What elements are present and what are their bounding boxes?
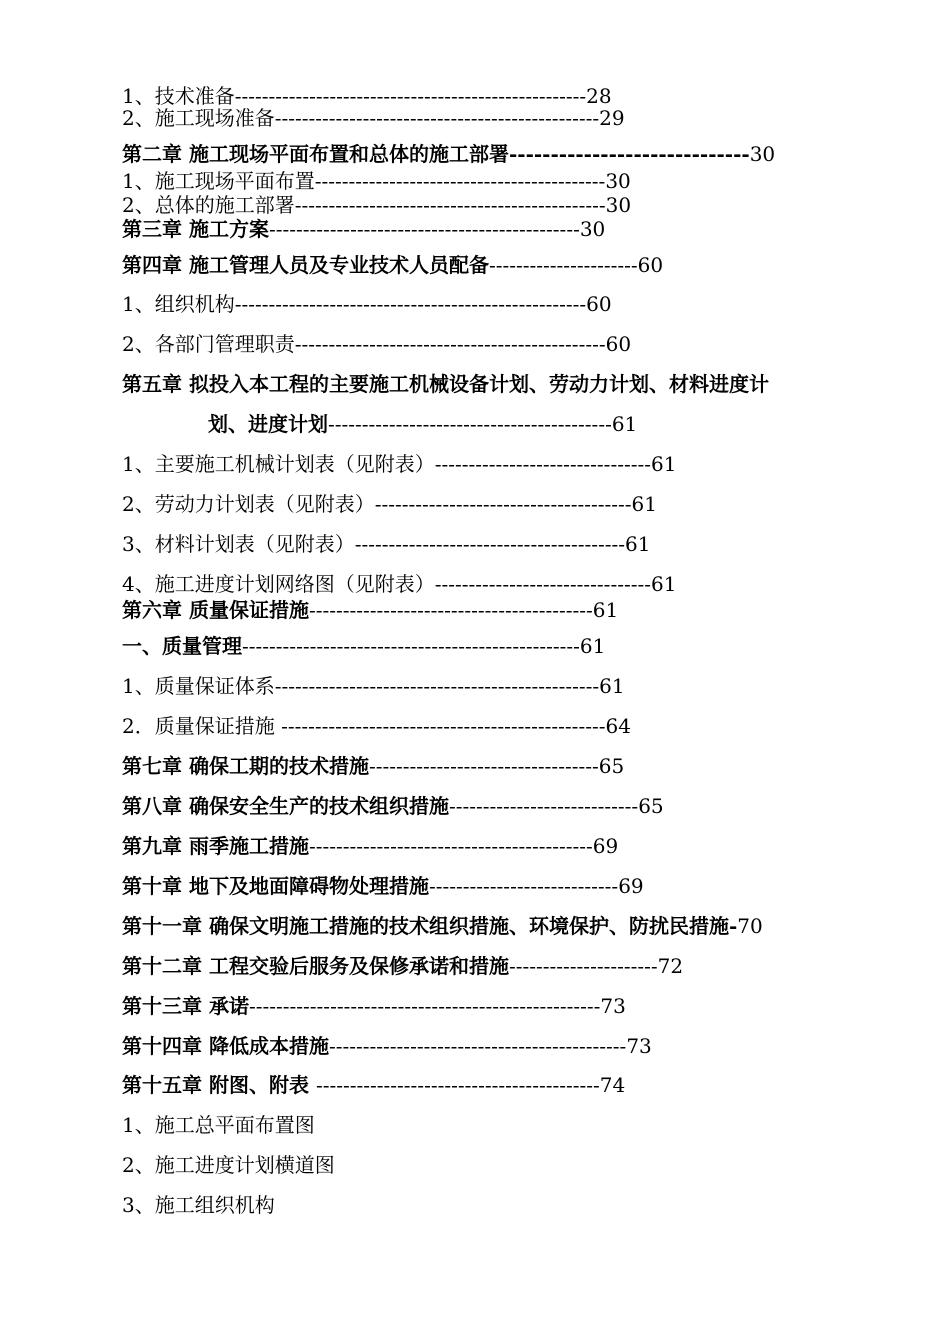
toc-entry-text: 1、技术准备 xyxy=(122,84,235,108)
toc-entry-text: 1、施工现场平面布置- xyxy=(122,169,322,193)
toc-chapter xyxy=(122,954,683,978)
toc-entry xyxy=(122,714,631,738)
toc-leader: ------------------------------------------ xyxy=(315,1073,600,1097)
toc-page-number: 61 xyxy=(592,598,619,622)
toc-page-number: 60 xyxy=(637,253,664,277)
toc-entry xyxy=(122,532,651,556)
toc-leader: ---------------------------------------- xyxy=(354,532,626,556)
toc-leader: ---------------------------------------------- xyxy=(294,193,606,217)
toc-page-number: 28 xyxy=(586,84,612,108)
toc-entry xyxy=(122,1193,275,1217)
toc-leader: ------------------------------------------------ xyxy=(274,674,600,698)
toc-leader: ---------------------- xyxy=(488,253,638,277)
toc-leader: ---------------------------- xyxy=(428,874,619,898)
toc-chapter xyxy=(122,598,618,622)
toc-entry xyxy=(122,169,631,193)
toc-page-number: 61 xyxy=(625,532,651,556)
toc-page-number: 65 xyxy=(598,754,625,778)
toc-leader: - xyxy=(728,914,738,938)
toc-entry-text: 第十五章 附图、附表 xyxy=(122,1073,316,1097)
toc-chapter xyxy=(122,253,663,277)
toc-leader: ---------------------------------------------- xyxy=(268,217,580,241)
toc-leader: ------------------------------------------ xyxy=(321,169,606,193)
toc-entry-text: 2、劳动力计划表（见附表） xyxy=(122,492,375,516)
toc-chapter xyxy=(122,914,763,938)
toc-entry-text: 2、总体的施工部署 xyxy=(122,193,295,217)
toc-page-number: 61 xyxy=(579,634,606,658)
toc-page-number: 30 xyxy=(605,193,632,217)
toc-leader: ---------------------------------------------------- xyxy=(234,84,587,108)
toc-entry-text: 2．质量保证措施 xyxy=(122,714,282,738)
toc-leader: ------------------------------------------ xyxy=(328,412,612,436)
toc-entry-text: 第四章 施工管理人员及专业技术人员配备 xyxy=(122,253,489,277)
toc-entry-text: 3、材料计划表（见附表） xyxy=(122,532,355,556)
toc-entry-text: 第七章 确保工期的技术措施 xyxy=(122,754,369,778)
toc-chapter xyxy=(122,142,775,166)
toc-entry-text: 第二章 施工现场平面布置和总体的施工部署 xyxy=(122,142,509,166)
toc-chapter xyxy=(122,754,624,778)
toc-entry-text: 第十一章 确保文明施工措施的技术组织措施、环境保护、防扰民措施 xyxy=(122,914,729,938)
toc-entry xyxy=(122,1113,315,1137)
toc-leader: ------------------------------------------ xyxy=(308,834,593,858)
toc-entry-text: 1、组织机构 xyxy=(122,292,235,316)
toc-page-number: 61 xyxy=(650,572,677,596)
toc-entry-text: 第十二章 工程交验后服务及保修承诺和措施 xyxy=(122,954,509,978)
toc-leader: -------------------------------- xyxy=(434,572,651,596)
toc-entry-text: 第八章 确保安全生产的技术组织措施 xyxy=(122,794,449,818)
toc-chapter xyxy=(122,372,769,396)
toc-leader: -------------------------------------------- xyxy=(328,1034,627,1058)
toc-entry-text: 4、施工进度计划网络图（见附表） xyxy=(122,572,435,596)
toc-entry xyxy=(122,84,612,108)
toc-entry-text: 第五章 拟投入本工程的主要施工机械设备计划、劳动力计划、材料进度计 xyxy=(122,372,769,396)
toc-chapter xyxy=(122,1073,625,1097)
toc-page-number: 69 xyxy=(592,834,619,858)
toc-leader: ---------------------------- xyxy=(448,794,639,818)
toc-leader: ---------------------- xyxy=(508,954,658,978)
toc-page-number: 29 xyxy=(599,106,625,130)
toc-entry xyxy=(122,193,631,217)
toc-entry xyxy=(122,572,676,596)
toc-chapter xyxy=(122,1034,652,1058)
toc-page-number: 30 xyxy=(749,142,776,166)
toc-chapter xyxy=(122,794,664,818)
toc-chapter xyxy=(122,874,644,898)
toc-leader: ---------------------------------- xyxy=(368,754,599,778)
toc-entry xyxy=(122,292,612,316)
toc-page-number: 61 xyxy=(611,412,638,436)
toc-leader: -------------------------------------- xyxy=(374,492,632,516)
toc-entry-text: 第六章 质量保证措施 xyxy=(122,598,309,622)
toc-entry-text: 划、进度计划 xyxy=(208,412,328,436)
toc-entry-text: 1、主要施工机械计划表（见附表） xyxy=(122,452,435,476)
toc-page-number: 73 xyxy=(626,1034,652,1058)
toc-page-number: 64 xyxy=(605,714,631,738)
toc-page-number: 30 xyxy=(605,169,631,193)
toc-entry-text: 1、施工总平面布置图 xyxy=(122,1113,315,1137)
toc-page-number: 61 xyxy=(599,674,625,698)
toc-leader: ---------------------------------------------------- xyxy=(234,292,587,316)
toc-entry xyxy=(122,674,625,698)
toc-page-number: 74 xyxy=(599,1073,626,1097)
toc-entry-text: 第十四章 降低成本措施 xyxy=(122,1034,329,1058)
toc-leader: ------------------------------------------------ xyxy=(281,714,606,738)
toc-entry-text: 2、各部门管理职责 xyxy=(122,332,295,356)
toc-leader: ---------------------------------------------- xyxy=(294,332,606,356)
toc-entry xyxy=(122,106,625,130)
toc-entry-text: 3、施工组织机构 xyxy=(122,1193,275,1217)
toc-chapter xyxy=(122,994,626,1018)
toc-entry-text: 1、质量保证体系 xyxy=(122,674,275,698)
toc-page-number: 65 xyxy=(638,794,664,818)
toc-page-number: 61 xyxy=(650,452,677,476)
toc-leader: ----------------------------- xyxy=(508,142,750,166)
toc-entry-text: 第十三章 承诺 xyxy=(122,994,249,1018)
toc-chapter xyxy=(122,834,618,858)
toc-entry-text: 2、施工现场准备 xyxy=(122,106,275,130)
toc-leader: ---------------------------------------------------- xyxy=(248,994,601,1018)
toc-page-number: 70 xyxy=(737,914,763,938)
toc-entry-text: 一、质量管理 xyxy=(122,634,242,658)
toc-entry xyxy=(122,332,631,356)
toc-page-number: 60 xyxy=(605,332,632,356)
toc-leader: -------------------------------------------------- xyxy=(242,634,580,658)
toc-section xyxy=(122,634,605,658)
toc-page-number: 72 xyxy=(657,954,684,978)
toc-entry xyxy=(122,1153,335,1177)
toc-leader: ------------------------------------------ xyxy=(308,598,593,622)
toc-page-number: 69 xyxy=(618,874,644,898)
toc-entry-text: 2、施工进度计划横道图 xyxy=(122,1153,335,1177)
toc-page-number: 60 xyxy=(586,292,612,316)
toc-page-number: 73 xyxy=(600,994,626,1018)
toc-page-number: 61 xyxy=(631,492,657,516)
toc-entry-text: 第十章 地下及地面障碍物处理措施 xyxy=(122,874,429,898)
toc-chapter-continuation xyxy=(208,412,637,436)
toc-entry-text: 第九章 雨季施工措施 xyxy=(122,834,309,858)
toc-entry xyxy=(122,452,676,476)
toc-entry-text: 第三章 施工方案 xyxy=(122,217,269,241)
toc-chapter xyxy=(122,217,605,241)
toc-entry xyxy=(122,492,657,516)
toc-leader: ------------------------------------------------ xyxy=(274,106,600,130)
toc-leader: -------------------------------- xyxy=(434,452,651,476)
toc-page-number: 30 xyxy=(579,217,606,241)
